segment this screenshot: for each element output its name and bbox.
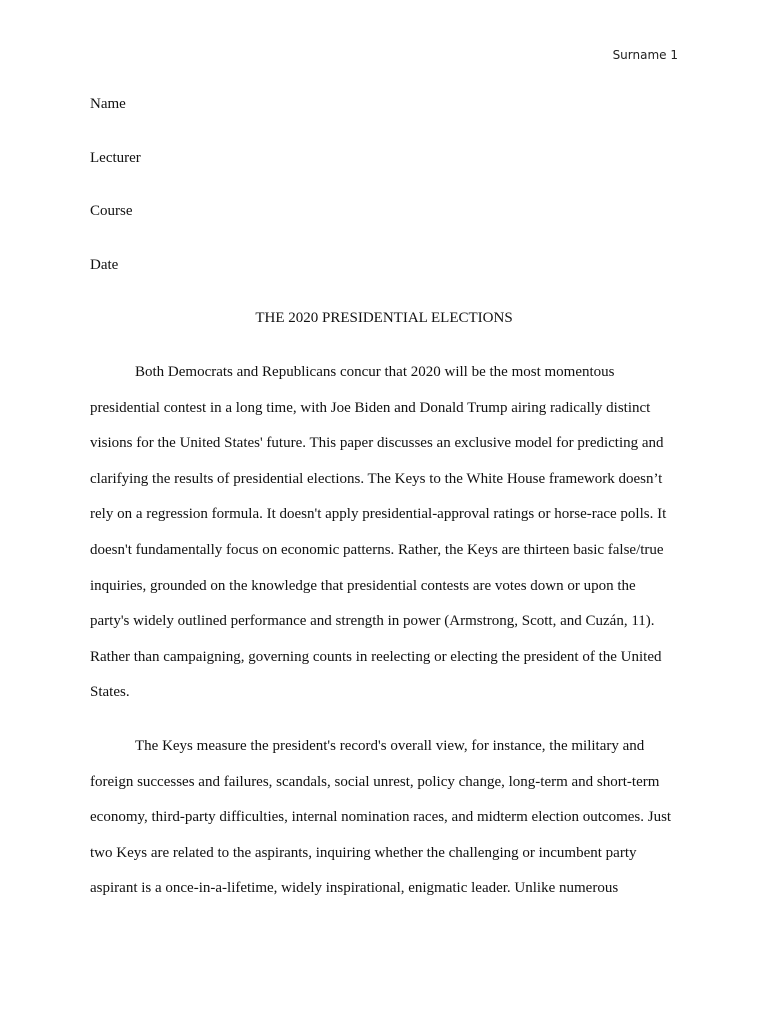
date-field: Date: [90, 256, 119, 273]
lecturer-field: Lecturer: [90, 149, 141, 166]
document-title: THE 2020 PRESIDENTIAL ELECTIONS: [255, 310, 513, 327]
paragraph-line: party's widely outlined performance and strength in power (Armstrong, Scott, and Cuzán, 11).: [90, 613, 655, 630]
paragraph-line: economy, third-party difficulties, internal nomination races, and midterm election outcomes. Just: [90, 809, 672, 826]
paragraph-line: foreign successes and failures, scandals, social unrest, policy change, long-term and short-term: [90, 773, 660, 790]
paragraph-1: [90, 355, 678, 711]
paragraph-line: inquiries, grounded on the knowledge that presidential contests are votes down or upon the: [90, 577, 636, 594]
paragraph-line: aspirant is a once-in-a-lifetime, widely inspirational, enigmatic leader. Unlike numerous: [90, 880, 619, 897]
paragraph-2: [90, 729, 678, 907]
running-header: Surname 1: [612, 48, 678, 62]
paragraph-line: visions for the United States' future. This paper discusses an exclusive model for predicting and: [90, 435, 664, 452]
paragraph-line: two Keys are related to the aspirants, inquiring whether the challenging or incumbent party: [90, 844, 637, 861]
paragraph-line: The Keys measure the president's record's overall view, for instance, the military and: [135, 737, 645, 754]
paragraph-line: States.: [90, 684, 130, 701]
document-body: [90, 87, 678, 925]
paragraph-line: clarifying the results of presidential elections. The Keys to the White House framework doesn’t: [90, 470, 663, 487]
paragraph-line: presidential contest in a long time, with Joe Biden and Donald Trump airing radically distinct: [90, 399, 651, 416]
paragraph-line: Both Democrats and Republicans concur that 2020 will be the most momentous: [135, 363, 615, 380]
paragraph-line: Rather than campaigning, governing counts in reelecting or electing the president of the United: [90, 648, 662, 665]
name-field: Name: [90, 96, 126, 112]
paragraph-line: rely on a regression formula. It doesn't apply presidential-approval ratings or horse-race polls. It: [90, 506, 667, 523]
course-field: Course: [90, 203, 133, 220]
paragraph-line: doesn't fundamentally focus on economic patterns. Rather, the Keys are thirteen basic false/true: [90, 541, 664, 558]
